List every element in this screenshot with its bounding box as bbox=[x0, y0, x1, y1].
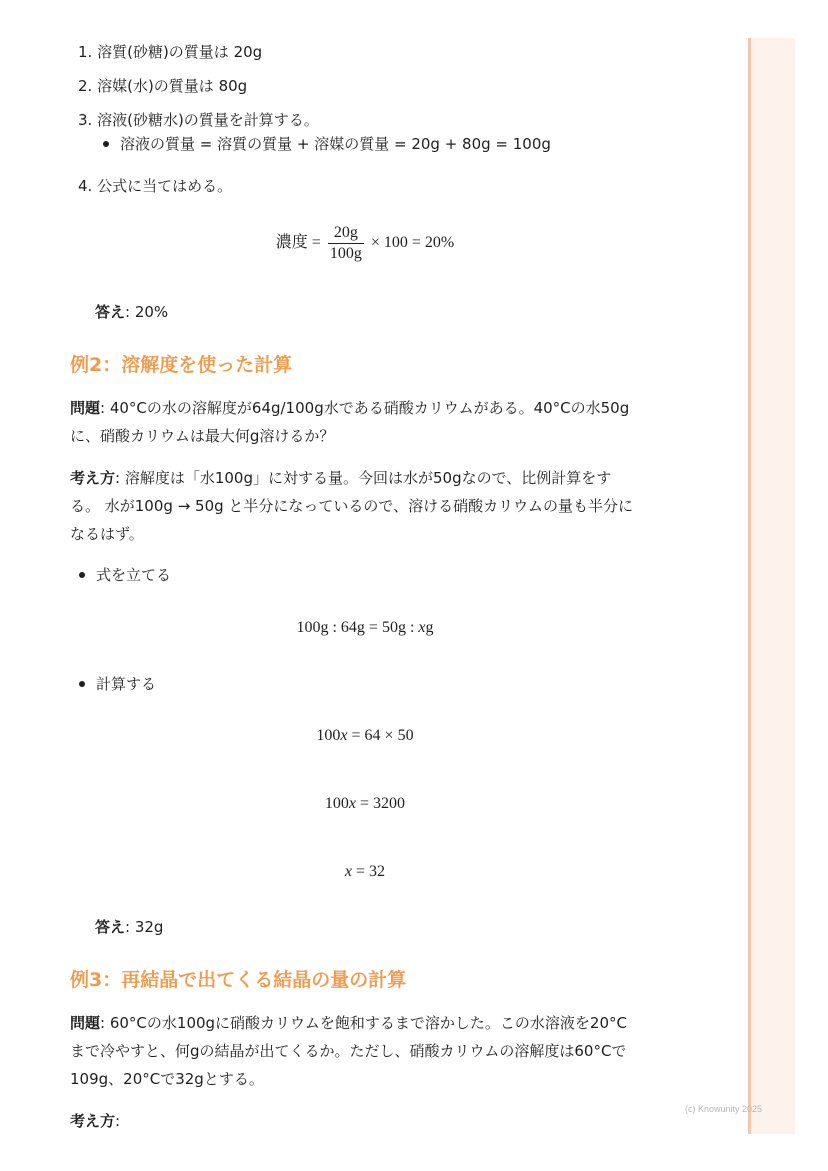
fraction-denominator: 100g bbox=[329, 245, 362, 262]
bullet-icon bbox=[79, 572, 85, 578]
list-item-text: 公式に当てはめる。 bbox=[97, 177, 233, 195]
answer-label: 答え bbox=[95, 303, 126, 321]
variable-x: x bbox=[340, 727, 348, 744]
bullet-icon bbox=[79, 681, 85, 687]
list-item bbox=[78, 42, 262, 62]
example3-heading: 例3：再結晶で出てくる結晶の量の計算 bbox=[70, 969, 407, 991]
variable-x: x bbox=[418, 619, 426, 636]
problem-text: : 60°Cの水100gに硝酸カリウムを飽和するまで溶かした。この水溶液を20°Cまで冷やすと、何gの結晶が出てくるか。ただし、硝酸カリウムの溶解度は60°Cで109g、20°Cで32gとする。 bbox=[70, 1014, 627, 1088]
list-item-text: 溶媒(水)の質量は 80g bbox=[97, 77, 248, 95]
right-margin-bar bbox=[748, 38, 795, 1134]
problem-label: 問題 bbox=[70, 399, 101, 417]
list-item bbox=[78, 176, 232, 196]
equation-step-1: 100x = 64 × 50 bbox=[316, 727, 414, 744]
equation-step-3: x = 32 bbox=[344, 863, 386, 880]
equation-step-2: 100x = 3200 bbox=[324, 795, 406, 812]
answer-label: 答え bbox=[95, 918, 126, 936]
list-number: 2. bbox=[78, 77, 93, 95]
list-number: 1. bbox=[78, 43, 93, 61]
sub-bullet-text: 溶液の質量 = 溶質の質量 + 溶媒の質量 = 20g + 80g = 100g bbox=[120, 135, 551, 153]
example3-problem bbox=[70, 1009, 640, 1093]
formula-rhs: × 100 = 20% bbox=[370, 234, 455, 252]
answer-value: : 32g bbox=[125, 918, 164, 936]
list-item-text: 溶液(砂糖水)の質量を計算する。 bbox=[97, 111, 319, 129]
approach-label: 考え方 bbox=[70, 469, 116, 487]
answer-2 bbox=[95, 917, 163, 937]
formula-lhs: 濃度 = bbox=[275, 234, 321, 252]
answer-1 bbox=[95, 302, 168, 322]
list-item-text: 溶質(砂糖)の質量は 20g bbox=[97, 43, 263, 61]
list-number: 3. bbox=[78, 111, 93, 129]
example3-approach: 考え方: bbox=[70, 1112, 121, 1130]
list-number: 4. bbox=[78, 177, 93, 195]
example2-problem bbox=[70, 394, 640, 450]
copyright-text: (c) Knowunity 2025 bbox=[685, 1104, 763, 1114]
fraction bbox=[328, 224, 364, 263]
answer-value: : 20% bbox=[125, 303, 169, 321]
list-item bbox=[78, 110, 319, 130]
variable-x: x bbox=[348, 795, 357, 812]
proportion-equation: 100g : 64g = 50g : xg bbox=[296, 619, 434, 636]
bullet-text: 式を立てる bbox=[96, 566, 172, 584]
problem-label: 問題 bbox=[70, 1014, 101, 1032]
bullet-icon bbox=[103, 141, 109, 147]
problem-text: : 40°Cの水の溶解度が64g/100g水である硝酸カリウムがある。40°Cの水50gに、硝酸カリウムは最大何g溶けるか？ bbox=[70, 399, 630, 445]
bullet-text: 計算する bbox=[96, 675, 157, 693]
approach-text: : 溶解度は「水100g」に対する量。今回は水が50gなので、比例計算をする。 水が100g → 50g と半分になっているので、溶ける硝酸カリウムの量も半分になるはず。 bbox=[70, 469, 633, 543]
example2-heading: 例2：溶解度を使った計算 bbox=[70, 354, 293, 376]
list-item bbox=[78, 76, 247, 96]
example2-approach bbox=[70, 464, 640, 548]
approach-label: 考え方 bbox=[70, 1112, 116, 1130]
fraction-numerator: 20g bbox=[328, 224, 364, 244]
variable-x: x bbox=[344, 863, 353, 880]
concentration-formula bbox=[70, 224, 660, 263]
